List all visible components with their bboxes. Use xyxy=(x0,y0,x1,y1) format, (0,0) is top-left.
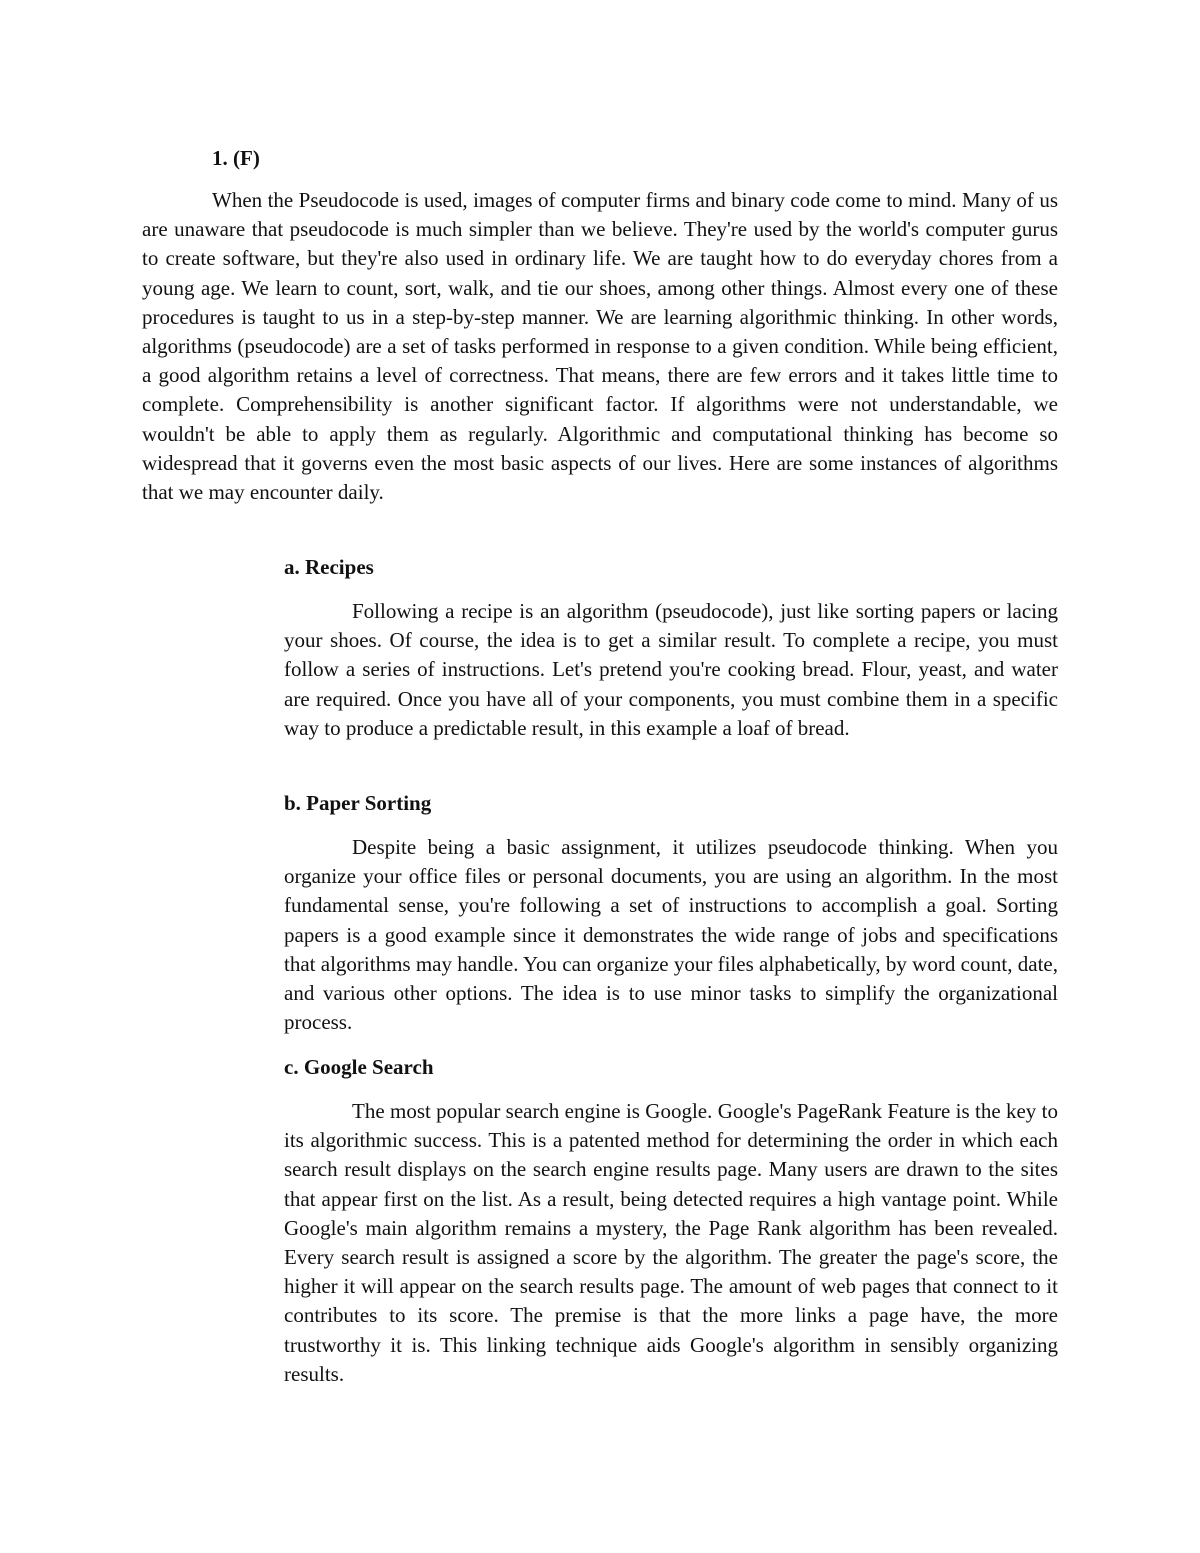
subsection-body-google-search: The most popular search engine is Google. Google's PageRank Feature is the key to its algorithmic success. This is a patented method for determining the order in which each search result displays on the search engine results page. Many users are drawn to the sites that appear first on the list. As a result, being detected requires a high vantage point. While Google's main algorithm remains a mystery, the Page Rank algorithm has been revealed. Every search result is assigned a score by the algorithm. The greater the page's score, the higher it will appear on the search results page. The amount of web pages that connect to it contributes to its score. The premise is that the more links a page have, the more trustworthy it is. This linking technique aids Google's algorithm in sensibly organizing results. xyxy=(284,1099,1058,1386)
subsection-heading-recipes: a. Recipes xyxy=(284,555,374,579)
subsection-heading-paper-sorting: b. Paper Sorting xyxy=(284,791,432,815)
subsection-body-paper-sorting: Despite being a basic assignment, it utilizes pseudocode thinking. When you organize your office files or personal documents, you are using an algorithm. In the most fundamental sense, you're following a set of instructions to accomplish a goal. Sorting papers is a good example since it demonstrates the wide range of jobs and specifications that algorithms may handle. You can organize your files alphabetically, by word count, date, and various other options. The idea is to use minor tasks to simplify the organizational process. xyxy=(284,835,1058,1035)
section-number: 1. (F) xyxy=(212,146,260,170)
intro-paragraph: When the Pseudocode is used, images of computer firms and binary code come to mind. Many of us are unaware that pseudocode is much simpler than we believe. They're used by the world's computer gurus to create software, but they're also used in ordinary life. We are taught how to do everyday chores from a young age. We learn to count, sort, walk, and tie our shoes, among other things. Almost every one of these procedures is taught to us in a step-by-step manner. We are learning algorithmic thinking. In other words, algorithms (pseudocode) are a set of tasks performed in response to a given condition. While being efficient, a good algorithm retains a level of correctness. That means, there are few errors and it takes little time to complete. Comprehensibility is another significant factor. If algorithms were not understandable, we wouldn't be able to apply them as regularly. Algorithmic and computational thinking has become so widespread that it governs even the most basic aspects of our lives. Here are some instances of algorithms that we may encounter daily. xyxy=(142,188,1058,505)
subsection-heading-google-search: c. Google Search xyxy=(284,1055,434,1079)
subsection-body-recipes: Following a recipe is an algorithm (pseudocode), just like sorting papers or lacing your shoes. Of course, the idea is to get a similar result. To complete a recipe, you must follow a series of instructions. Let's pretend you're cooking bread. Flour, yeast, and water are required. Once you have all of your components, you must combine them in a specific way to produce a predictable result, in this example a loaf of bread. xyxy=(284,599,1058,740)
